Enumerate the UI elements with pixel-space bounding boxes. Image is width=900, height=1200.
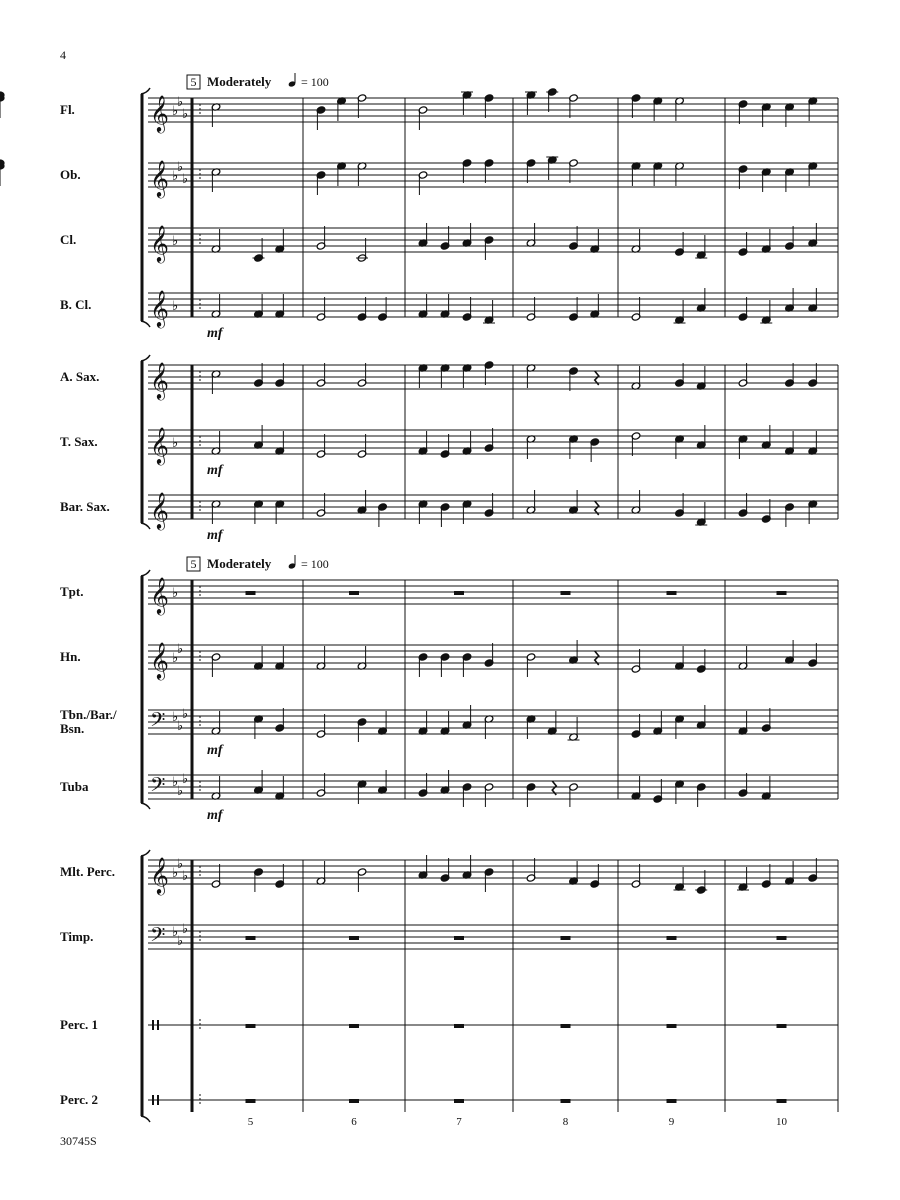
percussion-clef-icon [157, 1095, 159, 1105]
tempo-text: Moderately [207, 74, 272, 89]
whole-rest [667, 1024, 677, 1028]
whole-rest [454, 1099, 464, 1103]
bracket-hook [141, 355, 150, 361]
whole-rest [349, 591, 359, 595]
flat-sign: ♭ [172, 775, 179, 790]
dynamic-marking: mf [207, 528, 223, 543]
treble-clef-icon: 𝄞 [150, 159, 169, 197]
whole-rest [667, 591, 677, 595]
flat-sign: ♭ [177, 719, 184, 734]
flat-sign: ♭ [172, 925, 179, 940]
instrument-label: Ob. [60, 167, 81, 182]
whole-rest [246, 1099, 256, 1103]
treble-clef-icon: 𝄞 [150, 361, 169, 399]
instrument-label: T. Sax. [60, 434, 98, 449]
whole-rest [454, 1024, 464, 1028]
whole-rest [561, 591, 571, 595]
flat-sign: ♭ [172, 651, 179, 666]
measure-number: 8 [562, 1116, 569, 1128]
whole-rest [349, 936, 359, 940]
instrument-label: Mlt. Perc. [60, 864, 115, 879]
bracket-hook [141, 1116, 150, 1122]
flat-sign: ♭ [172, 710, 179, 725]
page-number: 4 [60, 48, 66, 62]
bracket-hook [141, 803, 150, 809]
whole-rest [246, 936, 256, 940]
whole-rest [454, 936, 464, 940]
flat-sign: ♭ [177, 642, 184, 657]
dynamic-marking: mf [207, 808, 223, 823]
measure-number: 6 [351, 1116, 357, 1128]
dynamic-marking: mf [207, 326, 223, 341]
flat-sign: ♭ [172, 436, 179, 451]
flat-sign: ♭ [182, 107, 189, 122]
whole-rest [246, 591, 256, 595]
flat-sign: ♭ [172, 866, 179, 881]
bass-clef-icon: 𝄢 [150, 708, 166, 736]
dynamic-marking: mf [207, 463, 223, 478]
measure-number: 7 [456, 1116, 462, 1128]
percussion-clef-icon [157, 1020, 159, 1030]
whole-rest [777, 1099, 787, 1103]
instrument-label: Perc. 2 [60, 1092, 99, 1107]
rehearsal-mark: 5 [190, 75, 197, 89]
flat-sign: ♭ [177, 857, 184, 872]
flat-sign: ♭ [182, 869, 189, 884]
treble-clef-icon: 𝄞 [150, 94, 169, 132]
whole-rest [246, 1024, 256, 1028]
instrument-label: Tpt. [60, 584, 84, 599]
rehearsal-mark: 5 [190, 557, 197, 571]
measure-number: 9 [668, 1116, 675, 1128]
flat-sign: ♭ [177, 95, 184, 110]
instrument-label: Fl. [60, 102, 75, 117]
instrument-label: Tuba [60, 779, 89, 794]
instrument-label: Bsn. [60, 721, 85, 736]
flat-sign: ♭ [172, 299, 179, 314]
quarter-note [0, 92, 4, 98]
whole-rest [777, 936, 787, 940]
whole-rest [777, 1024, 787, 1028]
flat-sign: ♭ [172, 104, 179, 119]
instrument-label: Cl. [60, 232, 77, 247]
treble-clef-icon: 𝄞 [150, 576, 169, 614]
treble-clef-icon: 𝄞 [150, 426, 169, 464]
treble-clef-icon: 𝄞 [150, 641, 169, 679]
treble-clef-icon: 𝄞 [150, 289, 169, 327]
instrument-label: A. Sax. [60, 369, 100, 384]
instrument-label: Timp. [60, 929, 94, 944]
instrument-label: Perc. 1 [60, 1017, 99, 1032]
flat-sign: ♭ [172, 169, 179, 184]
flat-sign: ♭ [182, 772, 189, 787]
tempo-text: Moderately [207, 556, 272, 571]
measure-number: 10 [776, 1116, 787, 1128]
treble-clef-icon: 𝄞 [150, 856, 169, 894]
bracket-hook [141, 850, 150, 856]
bracket-hook [141, 570, 150, 576]
whole-rest [561, 936, 571, 940]
flat-sign: ♭ [182, 922, 189, 937]
bass-clef-icon: 𝄢 [150, 923, 166, 951]
treble-clef-icon: 𝄞 [150, 491, 169, 529]
flat-sign: ♭ [177, 934, 184, 949]
instrument-label: Bar. Sax. [60, 499, 110, 514]
whole-rest [777, 591, 787, 595]
bracket-hook [141, 88, 150, 94]
whole-rest [454, 591, 464, 595]
whole-rest [667, 936, 677, 940]
quarter-note [0, 160, 4, 166]
flat-sign: ♭ [177, 784, 184, 799]
whole-rest [349, 1099, 359, 1103]
tempo-value: = 100 [301, 75, 329, 89]
whole-rest [667, 1099, 677, 1103]
percussion-clef-icon [152, 1020, 154, 1030]
whole-rest [561, 1099, 571, 1103]
catalog-number: 30745S [60, 1134, 97, 1148]
treble-clef-icon: 𝄞 [150, 224, 169, 262]
bracket-hook [141, 523, 150, 529]
instrument-label: B. Cl. [60, 297, 92, 312]
whole-rest [561, 1024, 571, 1028]
tempo-value: = 100 [301, 557, 329, 571]
instrument-label: Hn. [60, 649, 81, 664]
bracket-hook [141, 321, 150, 327]
flat-sign: ♭ [177, 160, 184, 175]
flat-sign: ♭ [172, 234, 179, 249]
measure-number: 5 [247, 1116, 254, 1128]
flat-sign: ♭ [182, 172, 189, 187]
whole-rest [349, 1024, 359, 1028]
bass-clef-icon: 𝄢 [150, 773, 166, 801]
instrument-label: Tbn./Bar./ [60, 707, 117, 722]
dynamic-marking: mf [207, 743, 223, 758]
flat-sign: ♭ [172, 586, 179, 601]
flat-sign: ♭ [182, 707, 189, 722]
percussion-clef-icon [152, 1095, 154, 1105]
